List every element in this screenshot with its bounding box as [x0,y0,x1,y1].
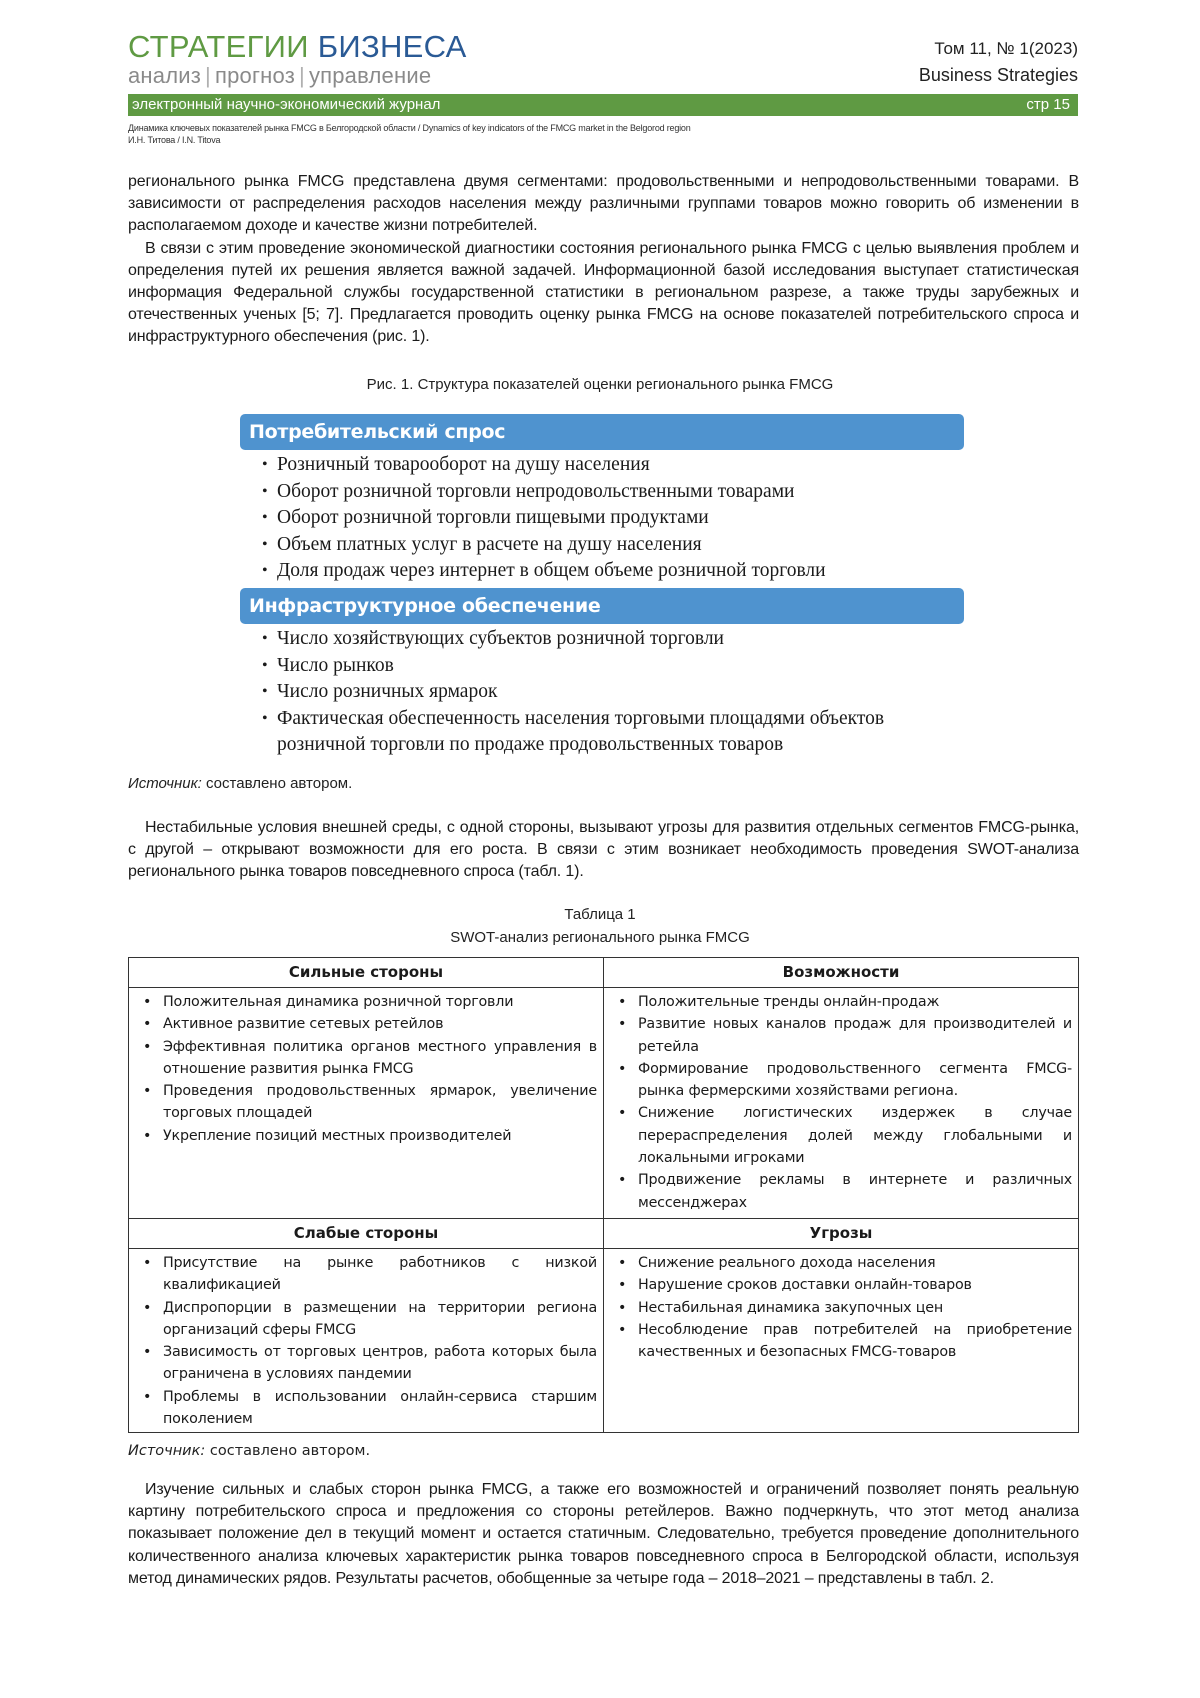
swot-intro-text [128,817,1079,884]
conclusion-text [128,1479,1079,1590]
logo-word-business: БИЗНЕСА [317,29,467,64]
intro-paragraph-2: В связи с этим проведение экономической диагностики состояния регионального рынка FMCG с целью выявления проблем и определения путей их решения является важной задачей. Информационной базой исследования выступает статистическая информация Федеральной службы государственной статистики в региональном разрезе, а также труды зарубежных и отечественных ученых [5; 7]. Предлагается проводить оценку рынка FMCG на основе показателей потребительского спроса и инфраструктурного обеспечения (рис. 1). [128,239,1079,346]
strength-item: • Укрепление позиций местных производителей [135,1125,597,1147]
swot-intro-paragraph: Нестабильные условия внешней среды, с одной стороны, вызывают угрозы для развития отдельных сегментов FMCG-рынка, с другой – открывают возможности для его роста. В связи с этим возникает необходимость проведения SWOT-анализа регионального рынка товаров повседневного спроса (табл. 1). [128,819,1079,881]
weakness-item: • Присутствие на рынке работников с низкой квалификацией [135,1252,597,1297]
journal-type-bar [128,94,1078,116]
indicator-item: • Число розничных ярмарок [262,679,964,706]
table-header-row [129,1219,1079,1249]
indicator-item: • Число хозяйствующих субъектов розничной торговли [262,626,964,653]
weakness-item: • Зависимость от торговых центров, работа которых была ограничена в условиях пандемии [135,1341,597,1386]
issue-info [919,36,1078,88]
figure-group-infrastructure [240,588,964,763]
group-header: Потребительский спрос [240,414,964,450]
strength-item: • Проведения продовольственных ярмарок, увеличение торговых площадей [135,1080,597,1125]
tagline-forecast: прогноз [214,63,296,88]
indicator-item: • Оборот розничной торговли непродовольственными товарами [262,479,964,506]
source-text: составлено автором. [201,775,353,792]
journal-title-en: Business Strategies [918,65,1078,85]
weaknesses-cell [129,1249,604,1433]
indicator-item: • Объем платных услуг в расчете на душу населения [262,532,964,559]
opportunity-item: • Формирование продовольственного сегмента FMCG-рынка фермерскими хозяйствами региона. [610,1058,1072,1103]
threat-item: • Несоблюдение прав потребителей на приобретение качественных и безопасных FMCG-товаров [610,1319,1072,1364]
opportunities-heading: Возможности [604,958,1079,988]
table-row [129,1249,1079,1433]
figure-group-consumer-demand [240,414,964,589]
figure-source-note [128,775,352,792]
opportunity-item: • Положительные тренды онлайн-продаж [610,991,1072,1013]
tagline-separator: | [205,63,211,88]
tagline-analysis: анализ [128,63,202,88]
group-header: Инфраструктурное обеспечение [240,588,964,624]
threat-item: • Нестабильная динамика закупочных цен [610,1297,1072,1319]
tagline-separator: | [299,63,305,88]
table-header-row [129,958,1079,988]
table-label: Таблица 1 [564,906,636,923]
running-head [128,122,691,146]
indicator-item: • Оборот розничной торговли пищевыми продуктами [262,505,964,532]
strengths-heading: Сильные стороны [129,958,604,988]
intro-text [128,171,1079,349]
indicator-item: • Доля продаж через интернет в общем объеме розничной торговли [262,558,964,585]
opportunities-cell [604,988,1079,1219]
indicator-item: • Розничный товарооборот на душу населения [262,452,964,479]
journal-header [128,29,1078,145]
running-title: Динамика ключевых показателей рынка FMCG в Белгородской области / Dynamics of key indicators of the FMCG market in the Belgorod region [128,123,691,133]
conclusion-paragraph: Изучение сильных и слабых сторон рынка FMCG, а также его возможностей и ограничений позволяет понять реальную картину потребительского спроса и предложения со стороны ретейлеров. Важно подчеркнуть, что этот метод анализа показывает положение дел в текущий момент и остается статичным. Следовательно, требуется проведение дополнительного количественного анализа ключевых характеристик рынка товаров повседневного спроса в Белгородской области, используя метод динамических рядов. Результаты расчетов, обобщенные за четыре года – 2018–2021 – представлены в табл. 2. [128,1481,1079,1587]
swot-table [128,957,1079,1433]
journal-type: электронный научно-экономический журнал [132,96,441,113]
strength-item: • Активное развитие сетевых ретейлов [135,1013,597,1035]
threat-item: • Снижение реального дохода населения [610,1252,1072,1274]
issue-number: Том 11, № 1(2023) [934,39,1078,58]
tagline-management: управление [308,63,432,88]
indicator-list [240,624,964,763]
indicator-item: • Число рынков [262,653,964,680]
logo-word-strategies: СТРАТЕГИИ [128,29,309,64]
source-label: Источник: [128,1443,206,1459]
table-source-note [128,1443,370,1459]
table-row [129,988,1079,1219]
threat-item: • Нарушение сроков доставки онлайн-товаров [610,1274,1072,1296]
threats-heading: Угрозы [604,1219,1079,1249]
source-text: составлено автором. [205,1443,371,1459]
strength-item: • Положительная динамика розничной торговли [135,991,597,1013]
weakness-item: • Проблемы в использовании онлайн-сервиса старшим поколением [135,1386,597,1431]
opportunity-item: • Развитие новых каналов продаж для производителей и ретейла [610,1013,1072,1058]
figure-caption: Рис. 1. Структура показателей оценки регионального рынка FMCG [366,376,834,393]
strength-item: • Эффективная политика органов местного управления в отношение развития рынка FMCG [135,1036,597,1081]
opportunity-item: • Снижение логистических издержек в случае перераспределения долей между глобальными и локальными игроками [610,1102,1072,1169]
threats-cell [604,1249,1079,1433]
indicator-item: • Фактическая обеспеченность населения торговыми площадями объектов розничной торговли по продаже продовольственных товаров [262,706,964,759]
weakness-item: • Диспропорции в размещении на территории региона организаций сферы FMCG [135,1297,597,1342]
indicator-list [240,450,964,589]
strengths-cell [129,988,604,1219]
table-title: SWOT-анализ регионального рынка FMCG [450,929,750,946]
opportunity-item: • Продвижение рекламы в интернете и различных мессенджерах [610,1169,1072,1214]
page-number: стр 15 [1026,96,1070,113]
source-label: Источник: [128,775,202,792]
article-authors: И.Н. Титова / I.N. Titova [128,135,221,145]
weaknesses-heading: Слабые стороны [129,1219,604,1249]
intro-paragraph-1: регионального рынка FMCG представлена двумя сегментами: продовольственными и непродовольственными товарами. В зависимости от распределения расходов населения между различными группами товаров можно говорить об изменении в располагаемом доходе и качестве жизни потребителей. [128,173,1079,235]
